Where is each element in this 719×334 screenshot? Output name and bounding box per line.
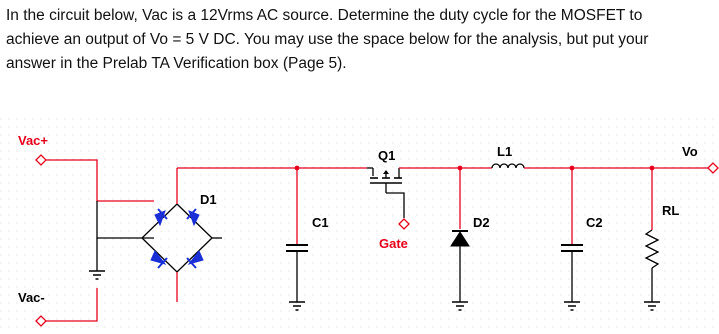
rl-label: RL bbox=[662, 203, 680, 218]
gate-label: Gate bbox=[379, 236, 408, 251]
vo-label: Vo bbox=[682, 144, 698, 159]
c2-label: C2 bbox=[586, 215, 603, 230]
problem-statement bbox=[6, 4, 714, 76]
problem-line-3: answer in the Prelab TA Verification box (Page 5). bbox=[6, 55, 347, 72]
problem-line-1: In the circuit below, Vac is a 12Vrms AC source. Determine the duty cycle for the MOSFET to bbox=[6, 7, 643, 24]
d2-label: D2 bbox=[473, 215, 490, 230]
problem-line-2: achieve an output of Vo = 5 V DC. You may use the space below for the analysis, but put your bbox=[6, 31, 649, 48]
l1-label: L1 bbox=[497, 144, 513, 159]
d1-label: D1 bbox=[200, 192, 217, 207]
vac-plus-label: Vac+ bbox=[18, 133, 49, 148]
schematic-grid bbox=[0, 118, 719, 334]
circuit-schematic bbox=[0, 118, 719, 334]
vac-minus-label: Vac- bbox=[18, 290, 45, 305]
c1-label: C1 bbox=[312, 215, 329, 230]
q1-label: Q1 bbox=[378, 148, 396, 163]
